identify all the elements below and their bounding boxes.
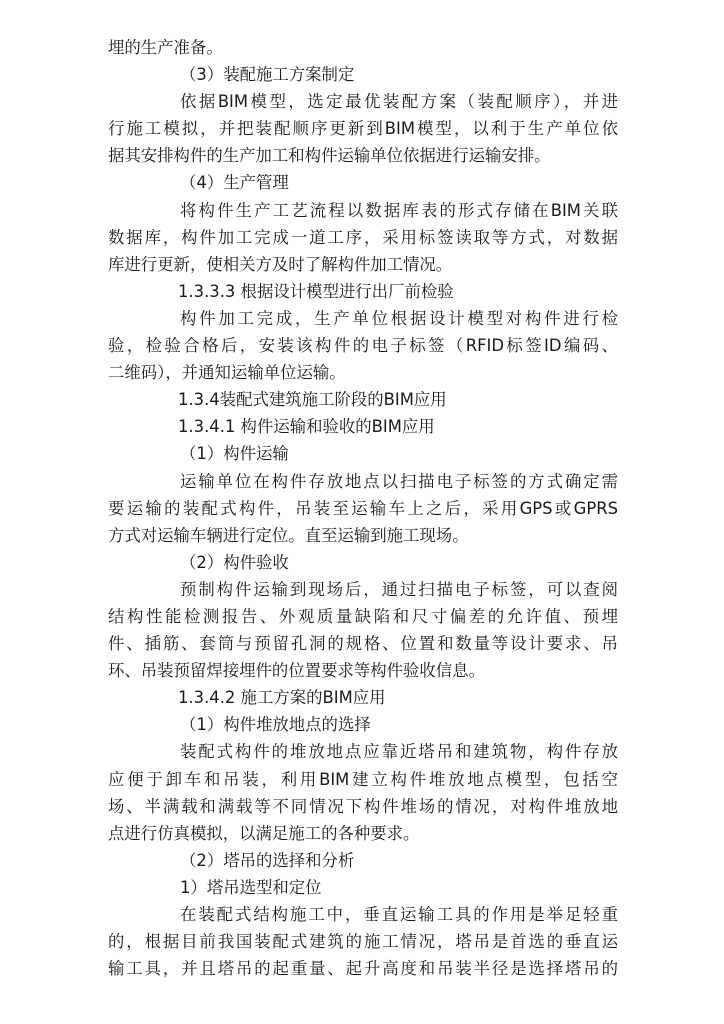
section-heading: （2）塔吊的选择和分析 [180,850,355,870]
section-heading: 1.3.4.2 施工方案的BIM应用 [178,688,386,708]
body-line: 数据库，构件加工完成一道工序，采用标签读取等方式，对数据 [108,227,618,247]
section-heading: （2）构件验收 [180,552,289,572]
paragraph-last-line: 二维码），并通知运输单位运输。 [108,363,346,383]
paragraph-last-line: 点进行仿真模拟，以满足施工的各种要求。 [108,823,420,843]
paragraph-last-line: 埋的生产准备。 [108,38,223,57]
body-line: 的，根据目前我国装配式建筑的施工情况，塔吊是首选的垂直运 [108,932,618,952]
paragraph-first-line: 预制构件运输到现场后，通过扫描电子标签，可以查阅 [180,579,618,599]
section-heading: （1）构件堆放地点的选择 [180,715,371,735]
paragraph-first-line: 装配式构件的堆放地点应靠近塔吊和建筑物，构件存放 [180,742,618,762]
paragraph-last-line: 方式对运输车辆进行定位。直至运输到施工现场。 [108,525,469,545]
body-line: 行施工模拟，并把装配顺序更新到BIM模型，以利于生产单位依 [108,119,618,139]
paragraph-first-line: 运输单位在构件存放地点以扫描电子标签的方式确定需 [180,471,618,491]
section-heading: 1）塔吊选型和定位 [180,877,322,897]
paragraph-last-line: 据其安排构件的生产加工和构件运输单位依据进行运输安排。 [108,146,551,166]
body-line: 场、半满载和满载等不同情况下构件堆场的情况，对构件堆放地 [108,796,618,816]
section-heading: 1.3.4.1 构件运输和验收的BIM应用 [178,417,435,437]
body-line: 要运输的装配式构件，吊装至运输车上之后，采用GPS或GPRS [108,498,618,518]
body-line: 输工具，并且塔吊的起重量、起升高度和吊装半径是选择塔吊的 [108,959,618,979]
body-line: 验，检验合格后，安装该构件的电子标签（RFID标签ID编码、 [108,336,618,356]
section-heading: 1.3.3.3 根据设计模型进行出厂前检验 [178,281,454,301]
paragraph-first-line: 依据BIM模型，选定最优装配方案（装配顺序），并进 [180,92,618,112]
document-page [108,34,618,982]
paragraph-first-line: 将构件生产工艺流程以数据库表的形式存储在BIM关联 [180,200,618,220]
body-line: 结构性能检测报告、外观质量缺陷和尺寸偏差的允许值、预埋 [108,606,618,626]
section-heading: （1）构件运输 [180,444,289,464]
paragraph-first-line: 在装配式结构施工中，垂直运输工具的作用是举足轻重 [180,905,618,924]
paragraph-last-line: 环、吊装预留焊接埋件的位置要求等构件验收信息。 [108,661,485,681]
paragraph-last-line: 库进行更新，使相关方及时了解构件加工情况。 [108,254,453,274]
section-heading: （3）装配施工方案制定 [180,65,355,85]
section-heading: （4）生产管理 [180,173,289,193]
body-line: 件、插筋、套筒与预留孔洞的规格、位置和数量等设计要求、吊 [108,634,618,654]
paragraph-first-line: 构件加工完成，生产单位根据设计模型对构件进行检 [180,308,618,328]
body-line: 应便于卸车和吊装，利用BIM建立构件堆放地点模型，包括空 [108,769,618,789]
section-heading: 1.3.4装配式建筑施工阶段的BIM应用 [178,390,447,410]
